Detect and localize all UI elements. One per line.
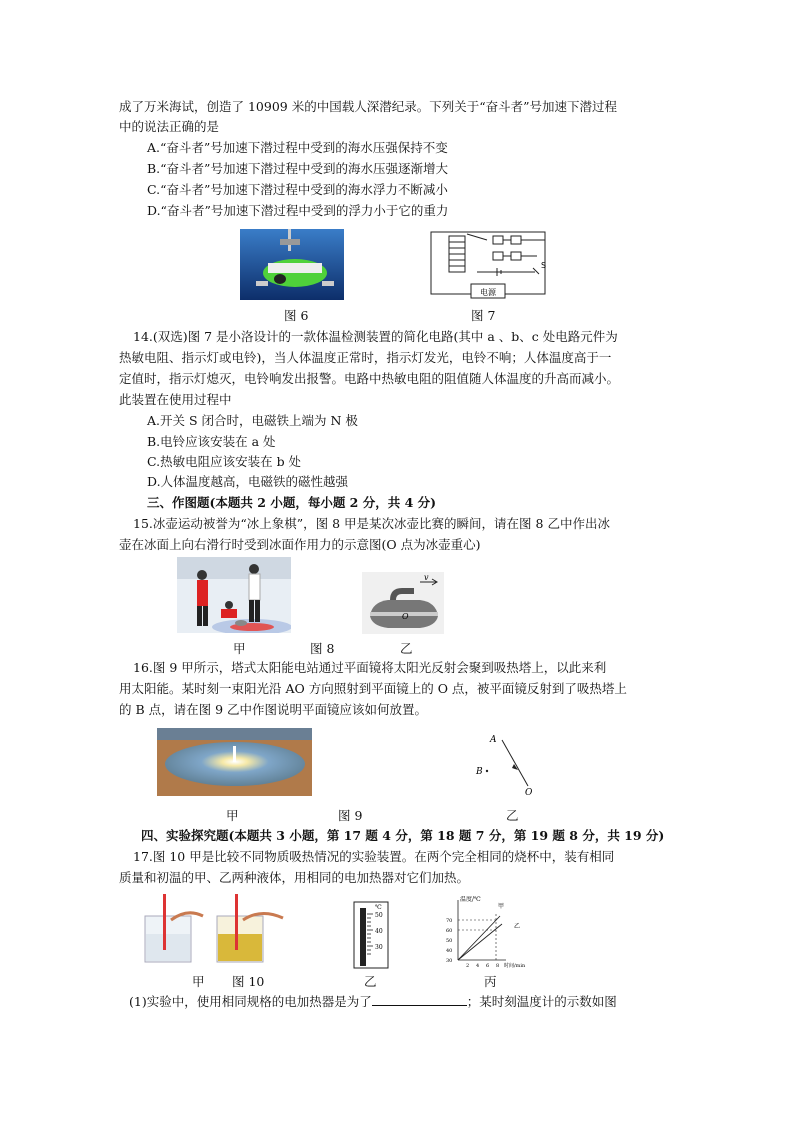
- section4-title: 四、实验探究题(本题共 3 小题，第 17 题 4 分，第 18 题 7 分，第 19 题 8 分，共 19 分): [141, 828, 665, 843]
- q14-line1: 14.(双选)图 7 是小洛设计的一款体温检测装置的简化电路(其中 a 、b、c 处电路元件为: [133, 329, 618, 344]
- fig9-ray-diagram: [470, 728, 542, 798]
- fig10-graph-ytick-60: 60: [446, 928, 453, 934]
- fig8-caption-jia: 甲: [233, 641, 246, 656]
- fig10-caption-jia: 甲: [192, 974, 205, 989]
- fig10-graph-ytick-40: 40: [446, 948, 453, 954]
- fig10-thermometer-tick-40: 40: [375, 928, 383, 935]
- q17-line1: 17.图 10 甲是比较不同物质吸热情况的实验装置。在两个完全相同的烧杯中，装有相同: [133, 849, 615, 864]
- q14-option-a: A.开关 S 闭合时，电磁铁上端为 N 极: [147, 413, 358, 428]
- q14-line3: 定值时，指示灯熄灭，电铃响发出报警。电路中热敏电阻的阻值随人体温度的升高而减小。: [119, 371, 620, 386]
- fig8-curling-photo: [177, 557, 291, 633]
- fig10-graph-ylabel: 温度/℃: [460, 896, 481, 903]
- q14-line2: 热敏电阻、指示灯或电铃)，当人体温度正常时，指示灯发光，电铃不响；人体温度高于一: [119, 350, 612, 365]
- q13-option-b: B.“奋斗者”号加速下潜过程中受到的海水压强逐渐增大: [147, 161, 448, 176]
- q16-line3: 的 B 点，请在图 9 乙中作图说明平面镜应该如何放置。: [119, 702, 428, 717]
- fig10-graph-xtick-4: 4: [476, 963, 480, 968]
- fig10-caption-yi: 乙: [364, 974, 377, 989]
- q17-sub1-text-a: (1)实验中，使用相同规格的电加热器是为了: [129, 994, 372, 1009]
- q16-line2: 用太阳能。某时刻一束阳光沿 AO 方向照射到平面镜上的 O 点，被平面镜反射到了吸热塔上: [119, 681, 627, 696]
- fig9-label-o: O: [525, 788, 533, 798]
- fig9-caption-yi: 乙: [506, 808, 519, 823]
- fig6-submersible-photo: [240, 229, 344, 300]
- fig8-velocity-label: v: [424, 573, 429, 582]
- fig8-caption-yi: 乙: [400, 641, 413, 656]
- q13-line1: 成了万米海试，创造了 10909 米的中国载人深潜纪录。下列关于“奋斗者”号加速下潜过程: [119, 99, 617, 114]
- q17-sub1-answer-blank: [372, 992, 467, 1006]
- q13-option-a: A.“奋斗者”号加速下潜过程中受到的海水压强保持不变: [147, 140, 448, 155]
- fig7-power-label: 电源: [480, 288, 496, 297]
- q14-option-c: C.热敏电阻应该安装在 b 处: [147, 454, 302, 469]
- fig10-beakers-photo: [137, 894, 297, 966]
- q13-line2: 中的说法正确的是: [119, 119, 220, 134]
- fig9-label-a: A: [490, 735, 497, 745]
- fig8-center-label: O: [402, 612, 409, 621]
- fig10-graph-xtick-6: 6: [486, 963, 490, 968]
- fig9-label-b: B: [476, 767, 483, 777]
- q15-line1: 15.冰壶运动被誉为“冰上象棋”，图 8 甲是某次冰壶比赛的瞬间，请在图 8 乙中作出冰: [133, 516, 610, 531]
- fig6-caption: 图 6: [284, 308, 309, 323]
- fig10-thermometer-unit: ℃: [375, 904, 382, 911]
- fig10-thermometer-tick-30: 30: [375, 944, 383, 951]
- q17-sub1: [129, 992, 617, 1012]
- fig10-temperature-graph: [440, 896, 546, 968]
- fig10-graph-xtick-8: 8: [496, 963, 500, 968]
- section3-title: 三、作图题(本题共 2 小题，每小题 2 分，共 4 分): [147, 495, 437, 510]
- fig10-caption: 图 10: [232, 974, 265, 989]
- q14-option-b: B.电铃应该安装在 a 处: [147, 434, 276, 449]
- fig10-graph-ytick-70: 70: [446, 918, 453, 924]
- q17-line2: 质量和初温的甲、乙两种液体，用相同的电加热器对它们加热。: [119, 870, 470, 885]
- q13-option-d: D.“奋斗者”号加速下潜过程中受到的浮力小于它的重力: [147, 203, 449, 218]
- fig9-solar-plant-photo: [157, 728, 312, 796]
- fig10-series-jia-label: 甲: [498, 903, 505, 910]
- q14-option-d: D.人体温度越高，电磁铁的磁性越强: [147, 474, 349, 489]
- fig10-graph-xlabel: 时间/min: [504, 963, 526, 968]
- q17-sub1-text-b: ；某时刻温度计的示数如图: [466, 994, 617, 1009]
- fig10-graph-ytick-50: 50: [446, 938, 453, 944]
- fig10-thermometer-tick-50: 50: [375, 912, 383, 919]
- fig7-circuit-diagram: [427, 228, 551, 300]
- fig7-switch-label: S: [541, 261, 547, 270]
- fig8-caption: 图 8: [310, 641, 335, 656]
- fig7-caption: 图 7: [471, 308, 496, 323]
- fig10-series-yi-line: [458, 924, 502, 960]
- fig9-caption: 图 9: [338, 808, 363, 823]
- q16-line1: 16.图 9 甲所示，塔式太阳能电站通过平面镜将太阳光反射会聚到吸热塔上，以此来利: [133, 660, 607, 675]
- fig10-thermometer: [353, 900, 389, 970]
- fig10-series-jia-line: [458, 916, 500, 960]
- q14-line4: 此装置在使用过程中: [119, 392, 232, 407]
- q15-line2: 壶在冰面上向右滑行时受到冰面作用力的示意图(O 点为冰壶重心): [119, 537, 481, 552]
- fig10-graph-ytick-30: 30: [446, 958, 453, 964]
- fig10-graph-xtick-2: 2: [466, 963, 470, 968]
- fig10-caption-bing: 丙: [484, 974, 497, 989]
- fig8-curling-stone-diagram: [362, 572, 444, 634]
- fig9-caption-jia: 甲: [226, 808, 239, 823]
- q13-option-c: C.“奋斗者”号加速下潜过程中受到的海水浮力不断减小: [147, 182, 448, 197]
- fig10-series-yi-label: 乙: [514, 923, 521, 930]
